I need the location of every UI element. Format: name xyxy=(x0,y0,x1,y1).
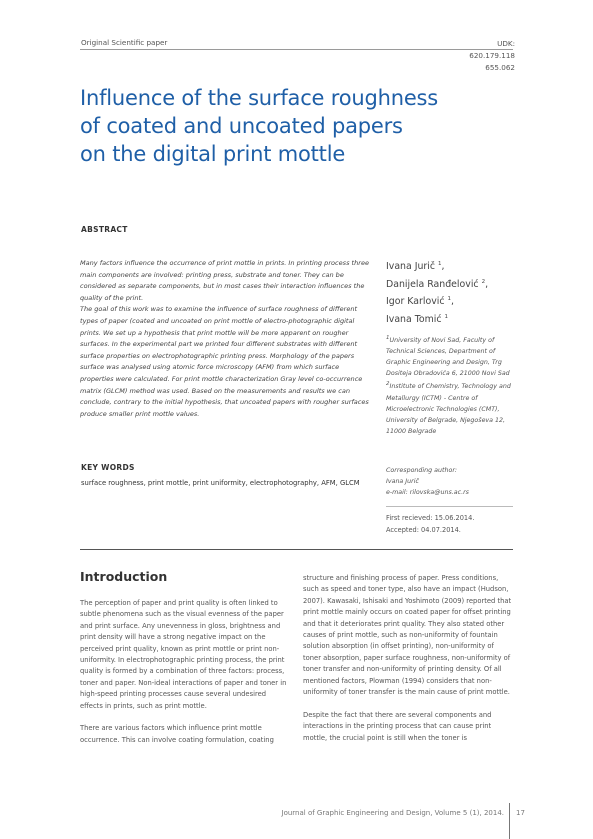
author-item xyxy=(386,257,516,275)
author-affiliation-mark: 1 xyxy=(444,314,448,321)
author-item xyxy=(386,292,516,310)
corresponding-name: Ivana Jurič xyxy=(386,478,419,486)
submission-dates xyxy=(386,512,516,536)
abstract-paragraph-1: Many factors influence the occurrence of print mottle in prints. In printing process three main components are involved: printing press, substrate and toner. They can be considered as separate components, but in most cases their interaction influences the quality of the print. xyxy=(80,259,370,302)
dates-divider xyxy=(386,506,513,507)
body-paragraph: There are various factors which influence print mottle occurrence. This can involve coating formulation, coating xyxy=(80,724,274,744)
body-paragraph: Despite the fact that there are several components and interactions in the printing process that can cause print mottle, the crucial point is still when the toner is xyxy=(303,710,492,742)
author-affiliation-mark: 1 xyxy=(438,261,442,267)
section-divider xyxy=(80,549,513,550)
author-affiliation-mark: 2 xyxy=(481,278,486,285)
footer-divider xyxy=(509,803,510,839)
introduction-heading: Introduction xyxy=(80,569,168,584)
author-separator: , xyxy=(485,278,489,290)
affiliations xyxy=(386,333,516,437)
header-divider xyxy=(80,49,513,50)
abstract-paragraph-2: The goal of this work was to examine the influence of surface roughness of different types of paper (coated and uncoated on print mottle of electro-photographic digital prints. We set up a hypothesis that print mottle will be more apparent on rougher surfaces. In the experimental part we printed four different substrates with different surface properties on electrophotographic printing press. Morphology of the papers surface was analysed using atomic force microscopy (AFM) from which surface properties were calculated. For print mottle characterization Gray level co-occurrence matrix (GLCM) method was used. Based on the measurements and results we can conclude, contrary to the initial hypothesis, that uncoated papers with rougher surfaces produce smaller print mottle values. xyxy=(80,305,369,418)
accepted-date: Accepted: 04.07.2014. xyxy=(386,526,461,534)
affiliation-mark: 2 xyxy=(386,381,390,388)
paper-title xyxy=(80,84,500,168)
author-affiliation-mark: 1 xyxy=(447,296,452,303)
affiliation-1 xyxy=(386,333,516,379)
author-list xyxy=(386,257,516,328)
abstract-heading: ABSTRACT xyxy=(81,225,128,234)
author-name: Danijela Ranđelović xyxy=(386,278,479,290)
affiliation-mark: 1 xyxy=(386,335,390,341)
article-type-label: Original Scientific paper xyxy=(81,38,168,47)
author-separator: , xyxy=(451,296,454,308)
udk-code xyxy=(451,38,515,74)
author-name: Igor Karlović xyxy=(386,296,445,308)
corresponding-label: Corresponding author: xyxy=(386,467,458,474)
corresponding-author xyxy=(386,465,516,498)
author-name: Ivana Tomić xyxy=(386,314,442,326)
received-date: First recieved: 15.06.2014. xyxy=(386,514,475,522)
body-column-left xyxy=(80,598,290,758)
author-name: Ivana Jurič xyxy=(386,261,436,273)
author-item xyxy=(386,310,516,328)
corresponding-email: e-mail: rilovska@uns.ac.rs xyxy=(386,489,469,497)
journal-citation: Journal of Graphic Engineering and Design, Volume 5 (1), 2014. xyxy=(281,809,504,817)
affiliation-text: Institute of Chemistry, Technology and Metallurgy (ICTM) - Centre of Microelectronic Technologies (CMT), University of Belgrade, Njegoševa 12, 11000 Belgrade xyxy=(386,383,511,435)
body-column-right xyxy=(303,573,513,755)
keywords-heading: KEY WORDS xyxy=(81,463,135,472)
title-line-3: on the digital print mottle xyxy=(80,142,346,166)
udk-line-2: 655.062 xyxy=(485,63,515,72)
affiliation-2 xyxy=(386,379,516,437)
author-item xyxy=(386,275,516,293)
affiliation-text: University of Novi Sad, Faculty of Technical Sciences, Department of Graphic Engineering and Design, Trg Dositeja Obradovića 6, 21000 Novi Sad xyxy=(386,337,510,378)
page-number: 17 xyxy=(516,809,525,817)
author-separator: , xyxy=(441,261,445,273)
body-paragraph: structure and finishing process of paper. Press conditions, such as speed and toner type, also have an impact (Hudson, 2007). Kawasaki, Ishisaki and Yoshimoto (2009) reported that print mottle mainly occurs on coated paper for offset printing and that it deteriorates print quality. They also stated other causes of print mottle, such as non-uniformity of fountain solution absorption (in offset printing), non-uniformity of toner absorption, paper surface roughness, non-uniformity of toner transfer and non-uniformity of printing density. Of all mentioned factors, Plowman (1994) considers that non-uniformity of toner transfer is the main cause of print mottle. xyxy=(303,574,512,697)
keywords-text: surface roughness, print mottle, print uniformity, electrophotography, AFM, GLCM xyxy=(81,479,360,487)
udk-line-1: UDK: 620.179.118 xyxy=(469,39,515,60)
body-paragraph: The perception of paper and print quality is often linked to subtle phenomena such as the visual evenness of the paper and print surface. Any unevenness in gloss, brightness and print density will have a strong negative impact on the perceived print quality, known as print mottle or print non-uniformity. In electrophotographic printing process, the print quality is formed by a combination of three factors: process, toner and paper. Non-ideal interactions of paper and toner in high-speed printing processes cause several undesired effects in prints, such as print mottle. xyxy=(80,599,287,710)
abstract-body xyxy=(80,258,372,420)
title-line-2: of coated and uncoated papers xyxy=(80,114,403,138)
title-line-1: Influence of the surface roughness xyxy=(80,86,439,110)
